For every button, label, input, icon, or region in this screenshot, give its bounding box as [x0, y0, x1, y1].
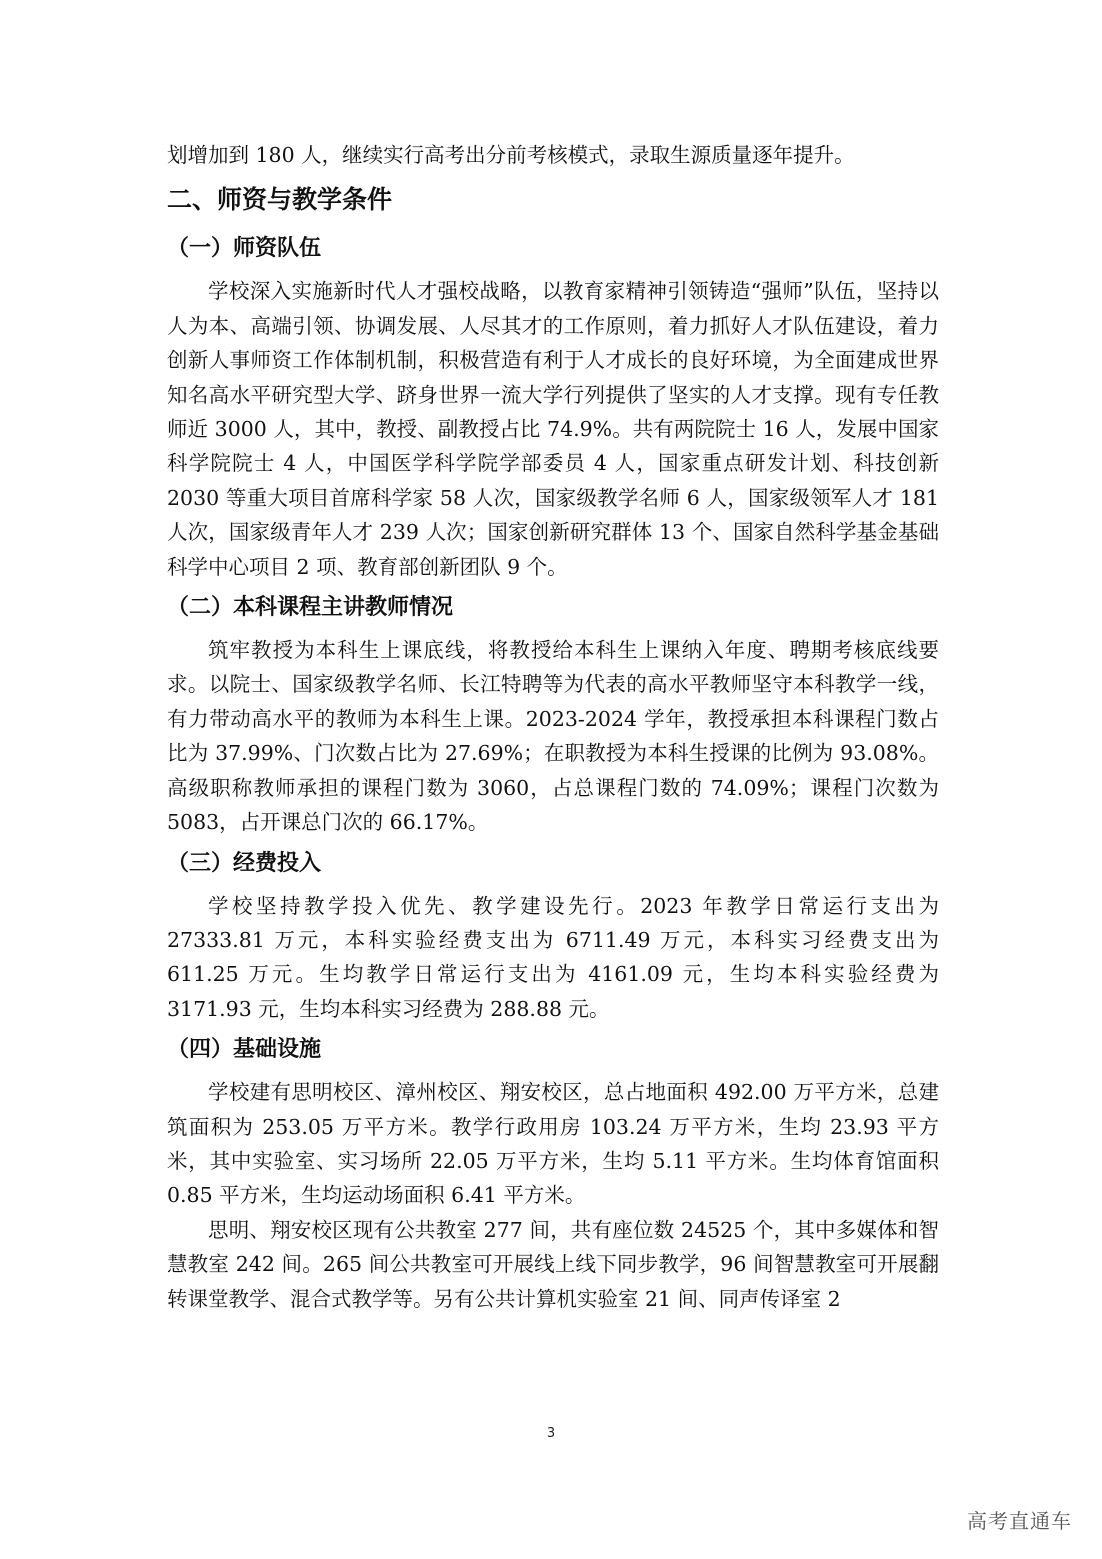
subsection-heading-faculty: （一）师资队伍 — [167, 236, 322, 262]
teachers-paragraph: 筑牢教授为本科生上课底线，将教授给本科生上课纳入年度、聘期考核底线要求。以院士、国家级教学名师、长江特聘等为代表的高水平教师坚守本科教学一线，有力带动高水平的教师为本科生上课。2023-2024 学年，教授承担本科课程门数占比为 37.99%、门次数占比为 27.69%；在职教授为本科生授课的比例为 93.08%。高级职称教师承担的课程门数为 3060，占总课程门数的 74.09%；课程门次数为 5083，占开课总门次的 66.17%。 — [167, 638, 939, 835]
watermark-text: 高考直通车 — [967, 1509, 1072, 1533]
section-title: 二、师资与教学条件 — [167, 185, 393, 215]
page-number: 3 — [546, 1426, 556, 1441]
subsection-heading-infrastructure: （四）基础设施 — [167, 1037, 322, 1063]
faculty-paragraph: 学校深入实施新时代人才强校战略，以教育家精神引领铸造“强师”队伍，坚持以人为本、高端引领、协调发展、人尽其才的工作原则，着力抓好人才队伍建设，着力创新人事师资工作体制机制，积极营造有利于人才成长的良好环境，为全面建成世界知名高水平研究型大学、跻身世界一流大学行列提供了坚实的人才支撑。现有专任教师近 3000 人，其中，教授、副教授占比 74.9%。共有两院院士 16 人，发展中国家科学院院士 4 人，中国医学科学院学部委员 4 人，国家重点研发计划、科技创新 2030 等重大项目首席科学家 58 人次，国家级教学名师 6 人，国家级领军人才 181 人次，国家级青年人才 239 人次；国家创新研究群体 13 个、国家自然科学基金基础科学中心项目 2 项、教育部创新团队 9 个。 — [167, 279, 939, 579]
infrastructure-paragraph-2: 思明、翔安校区现有公共教室 277 间，共有座位数 24525 个，其中多媒体和智慧教室 242 间。265 间公共教室可开展线上线下同步教学，96 间智慧教室可开展翻转课堂教学、混合式教学等。另有公共计算机实验室 21 间、同声传译室 2 — [167, 1217, 939, 1311]
continuation-paragraph: 划增加到 180 人，继续实行高考出分前考核模式，录取生源质量逐年提升。 — [167, 143, 855, 167]
subsection-heading-teachers: （二）本科课程主讲教师情况 — [167, 595, 454, 621]
funding-paragraph: 学校坚持教学投入优先、教学建设先行。2023 年教学日常运行支出为 27333.81 万元，本科实验经费支出为 6711.49 万元，本科实习经费支出为 611.25 万元。生均教学日常运行支出为 4161.09 元，生均本科实验经费为 3171.93 元，生均本科实习经费为 288.88 元。 — [167, 893, 939, 1021]
document-page — [167, 138, 939, 1316]
subsection-heading-funding: （三）经费投入 — [167, 850, 322, 876]
infrastructure-paragraph-1: 学校建有思明校区、漳州校区、翔安校区，总占地面积 492.00 万平方米，总建筑面积为 253.05 万平方米。教学行政用房 103.24 万平方米，生均 23.93 平方米，其中实验室、实习场所 22.05 万平方米，生均 5.11 平方米。生均体育馆面积 0.85 平方米，生均运动场面积 6.41 平方米。 — [167, 1080, 939, 1208]
